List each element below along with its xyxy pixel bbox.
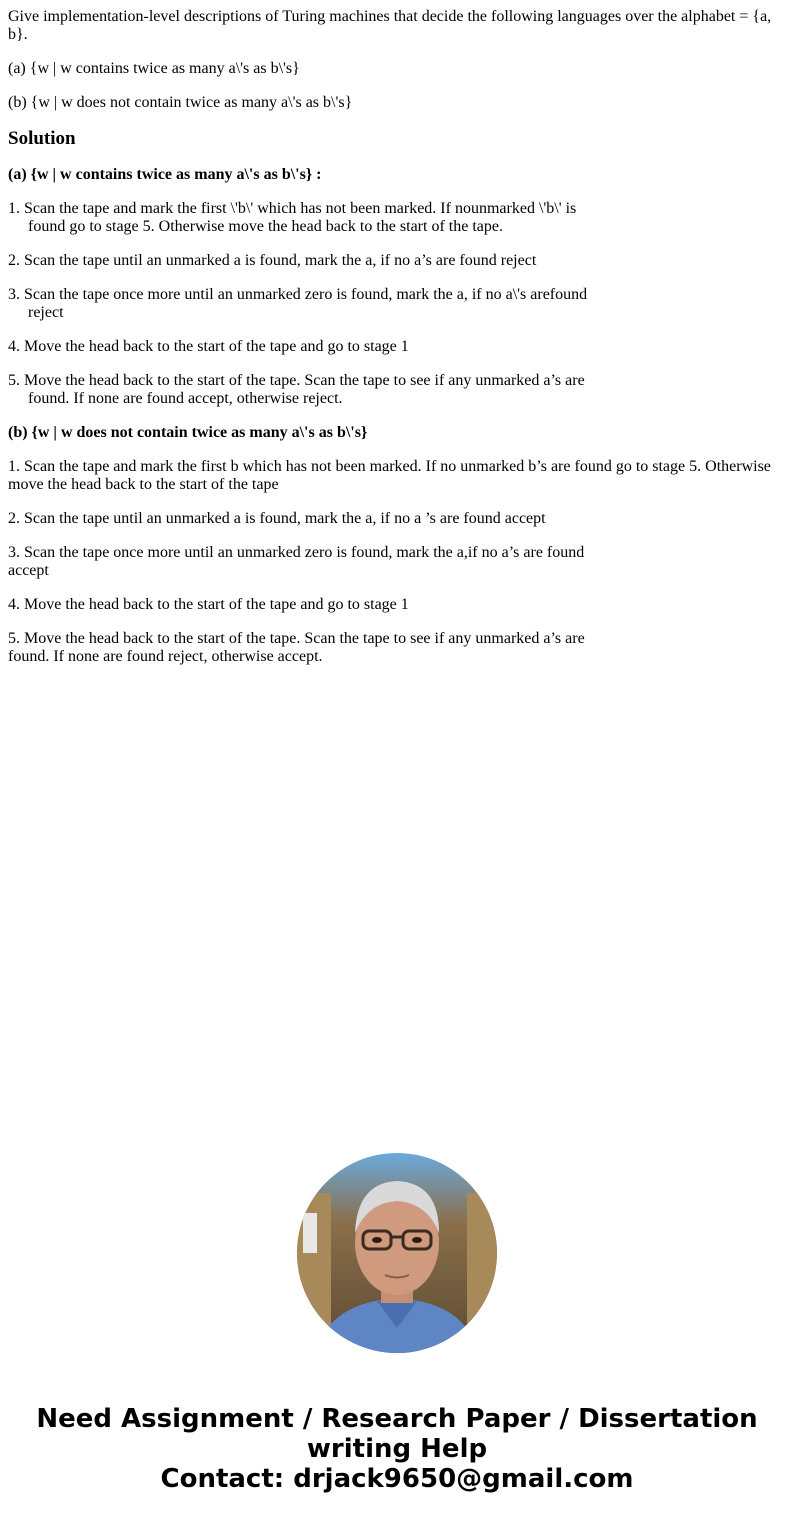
question-part-a: (a) {w | w contains twice as many a\'s as b\'s} — [8, 60, 300, 77]
step-line: 1. Scan the tape and mark the first \'b\' which has not been marked. If nounmarked \'b\' is — [8, 200, 577, 217]
solution-a-step-4: 4. Move the head back to the start of the tape and go to stage 1 — [8, 338, 409, 355]
question-part-b: (b) {w | w does not contain twice as many a\'s as b\'s} — [8, 94, 353, 111]
step-line: accept — [8, 562, 49, 579]
step-line: 3. Scan the tape once more until an unmarked zero is found, mark the a,if no a’s are found — [8, 544, 585, 561]
question-intro: Give implementation-level descriptions of Turing machines that decide the following languages over the alphabet = {a, b}. — [8, 8, 772, 43]
step-line: found. If none are found reject, otherwise accept. — [8, 648, 323, 665]
solution-b-step-4: 4. Move the head back to the start of the tape and go to stage 1 — [8, 596, 409, 613]
solution-b-title: (b) {w | w does not contain twice as many a\'s as b\'s} — [8, 424, 368, 441]
step-line: 5. Move the head back to the start of the tape. Scan the tape to see if any unmarked a’s are — [8, 630, 585, 647]
solution-heading: Solution — [8, 128, 76, 149]
step-line-indented: reject — [28, 304, 64, 321]
solution-b-step-3 — [8, 544, 784, 580]
solution-b-step-1: 1. Scan the tape and mark the first b which has not been marked. If no unmarked b’s are found go to stage 5. Otherwise move the head back to the start of the tape — [8, 458, 771, 493]
solution-b-step-2: 2. Scan the tape until an unmarked a is found, mark the a, if no a ’s are found accept — [8, 510, 546, 527]
step-line-indented: found. If none are found accept, otherwise reject. — [28, 390, 343, 407]
step-line: 3. Scan the tape once more until an unmarked zero is found, mark the a, if no a\'s arefound — [8, 286, 588, 303]
solution-a-step-3 — [8, 286, 784, 322]
step-line: 5. Move the head back to the start of the tape. Scan the tape to see if any unmarked a’s are — [8, 372, 585, 389]
footer-help-text: Need Assignment / Research Paper / Dissertation writing Help — [36, 1404, 758, 1464]
document-body — [8, 8, 784, 682]
step-line-indented: found go to stage 5. Otherwise move the head back to the start of the tape. — [28, 218, 503, 235]
solution-b-step-5 — [8, 630, 784, 666]
solution-a-step-1 — [8, 200, 784, 236]
solution-a-step-2: 2. Scan the tape until an unmarked a is found, mark the a, if no a’s are found reject — [8, 252, 537, 269]
footer-banner — [0, 1404, 794, 1494]
solution-a-title: (a) {w | w contains twice as many a\'s as b\'s} : — [8, 166, 322, 183]
solution-a-step-5 — [8, 372, 784, 408]
footer-contact: Contact: drjack9650@gmail.com — [160, 1464, 634, 1494]
author-portrait-icon — [297, 1153, 497, 1353]
author-photo — [297, 1153, 497, 1353]
